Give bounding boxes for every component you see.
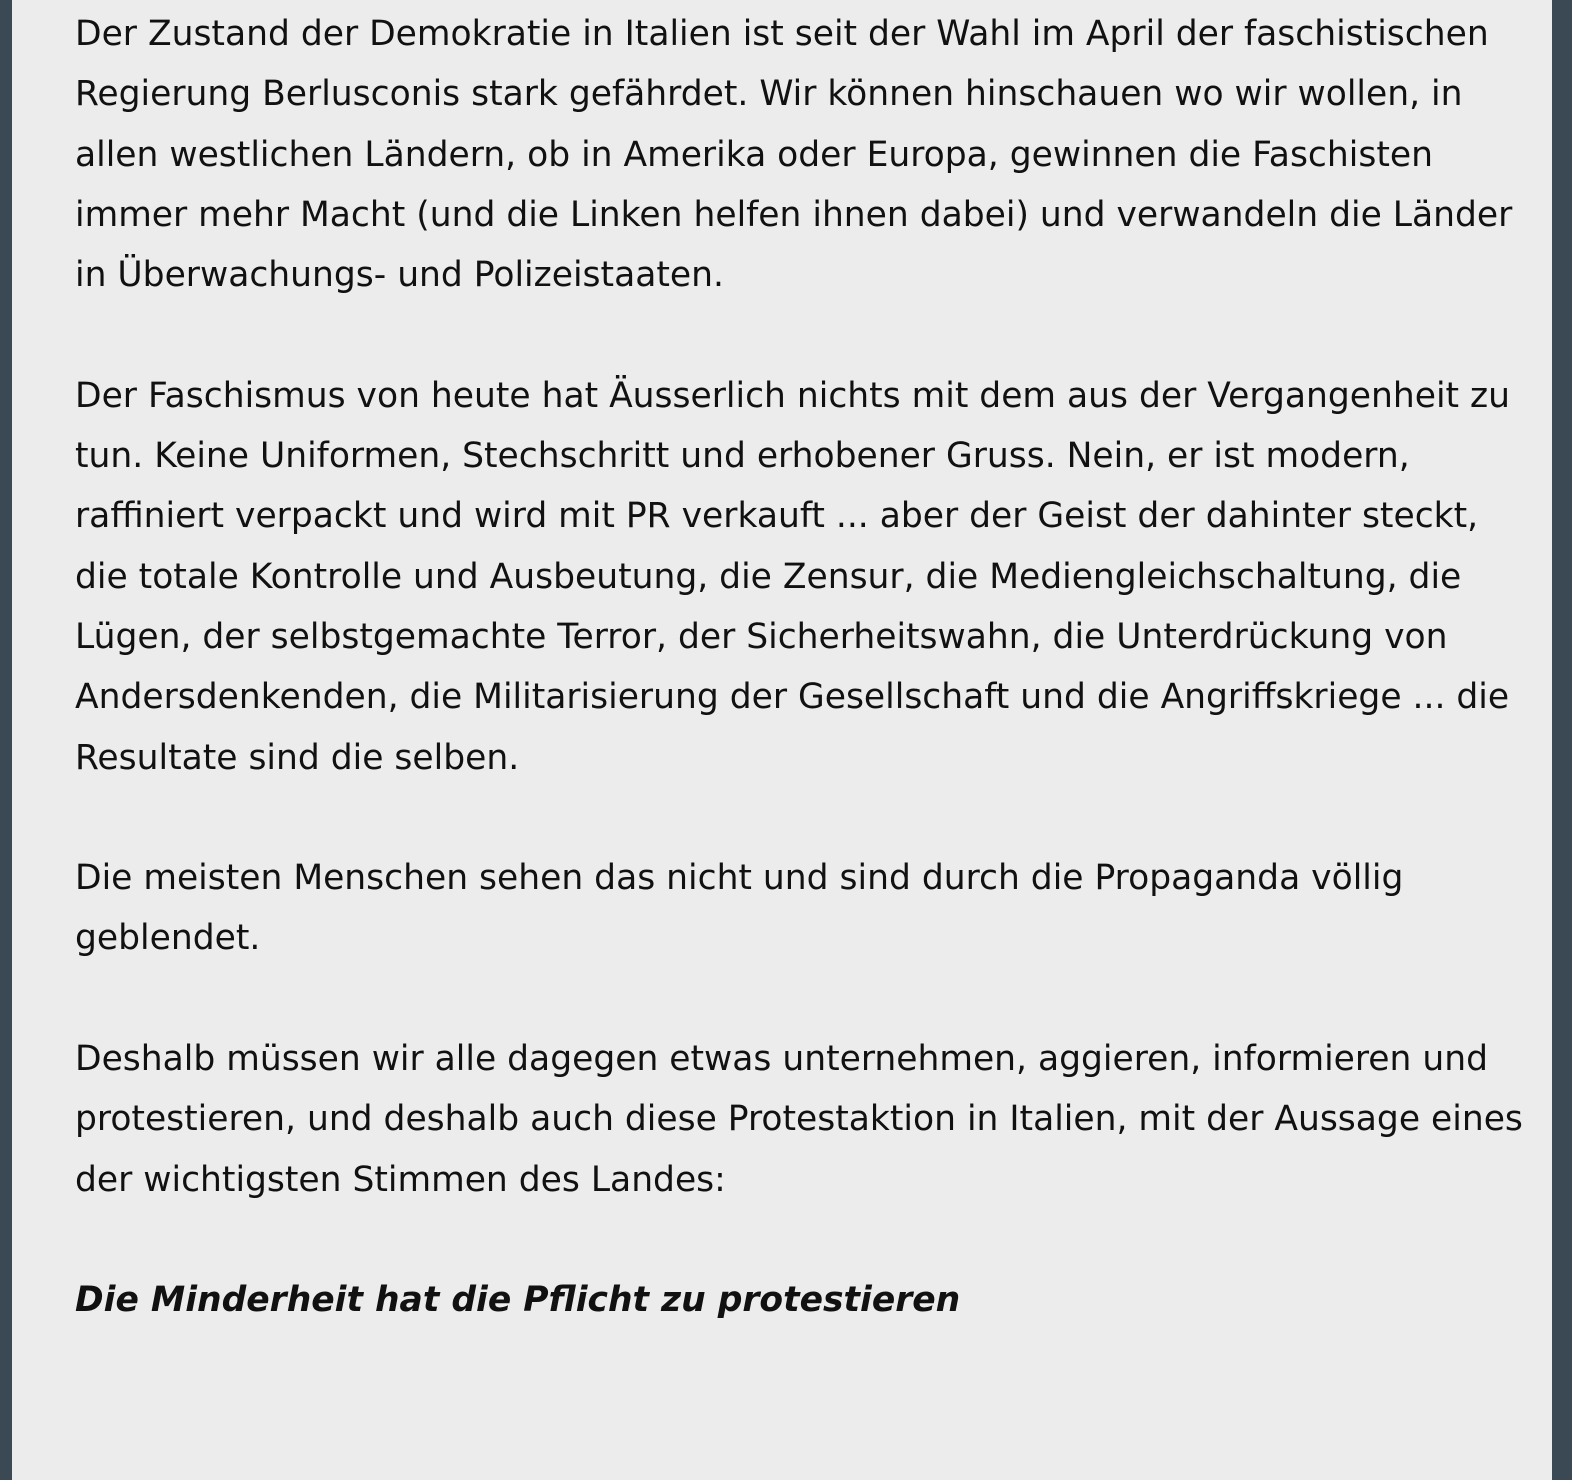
article-paragraph-4: Deshalb müssen wir alle dagegen etwas unternehmen, aggieren, informieren und protestieren, und deshalb auch diese Protestaktion in Italien, mit der Aussage eines der wichtigsten Stimmen des Landes:	[75, 1039, 1523, 1200]
article-body	[75, 4, 1535, 1331]
article-paragraph-1: Der Zustand der Demokratie in Italien ist seit der Wahl im April der faschistischen Regierung Berlusconis stark gefährdet. Wir können hinschauen wo wir wollen, in allen westlichen Ländern, ob in Amerika oder Europa, gewinnen die Faschisten immer mehr Macht (und die Linken helfen ihnen dabei) und verwandeln die Länder in Überwachungs- und Polizeistaaten.	[75, 14, 1513, 296]
article-paragraph-2: Der Faschismus von heute hat Äusserlich nichts mit dem aus der Vergangenheit zu tun. Keine Uniformen, Stechschritt und erhobener Gruss. Nein, er ist modern, raffiniert verpackt und wird mit PR verkauft ... aber der Geist der dahinter steckt, die totale Kontrolle und Ausbeutung, die Zensur, die Mediengleichschaltung, die Lügen, der selbstgemachte Terror, der Sicherheitswahn, die Unterdrückung von Andersdenkenden, die Militarisierung der Gesellschaft und die Angriffskriege ... die Resultate sind die selben.	[75, 375, 1511, 778]
article-paragraph-3: Die meisten Menschen sehen das nicht und sind durch die Propaganda völlig geblendet.	[75, 858, 1404, 959]
closing-quote: Die Minderheit hat die Pflicht zu protestieren	[75, 1280, 961, 1321]
article-page	[12, 0, 1552, 1480]
